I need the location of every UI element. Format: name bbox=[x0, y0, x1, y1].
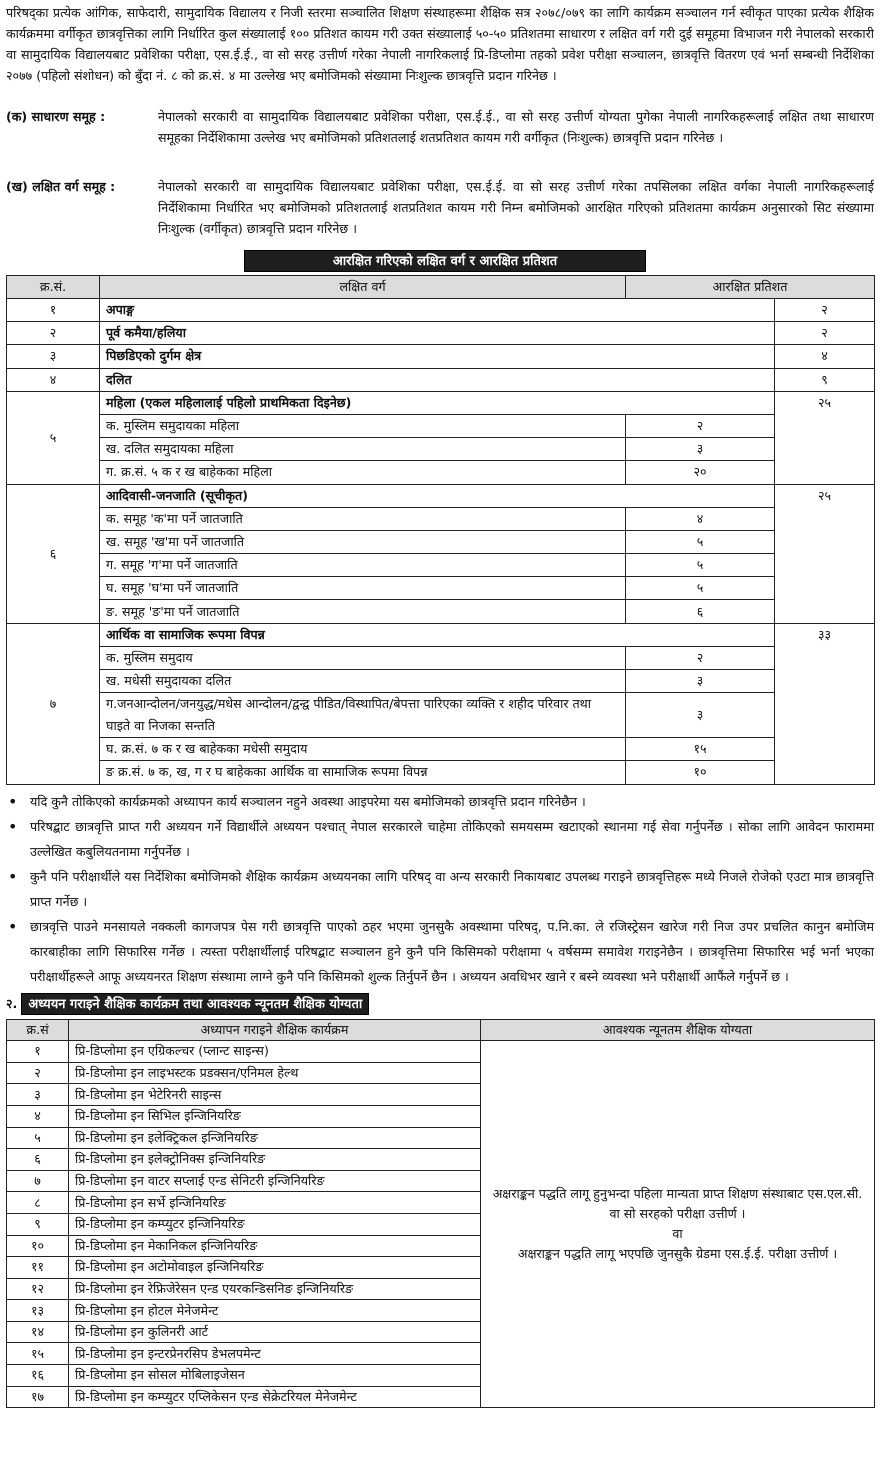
program-name: प्रि-डिप्लोमा इन भेटेरिनरी साइन्स bbox=[69, 1084, 481, 1106]
reservation-sub-row bbox=[7, 738, 875, 761]
reservation-group-row bbox=[7, 484, 875, 507]
sub-category: ङ क्र.सं. ७ क, ख, ग र घ बाहेकका आर्थिक वा सामाजिक रूपमा विपन्न bbox=[100, 761, 626, 784]
sub-category: ख. दलित समुदायका महिला bbox=[100, 438, 626, 461]
note-item: • यदि कुनै तोकिएको कार्यक्रमको अध्यापन कार्य सञ्चालन नहुने अवस्था आइपरेमा यस बमोजिमको छात्रवृत्ति प्रदान गरिनेछैन । bbox=[6, 789, 874, 814]
program-sn: १७ bbox=[7, 1386, 69, 1408]
sub-category: घ. क्र.सं. ७ क र ख बाहेकका मधेसी समुदाय bbox=[100, 738, 626, 761]
sub-percent: ४ bbox=[626, 507, 775, 530]
reservation-sub-row bbox=[7, 693, 875, 738]
targeted-group-text: नेपालको सरकारी वा सामुदायिक विद्यालयबाट प्रवेशिका परीक्षा, एस.ई.ई. वा सो सरह उत्तीर्ण गरेका तपसिलका लक्षित वर्गका नेपाली नागरिकहरूलाई निर्देशिकामा निर्धारित भए बमोजिमको प्रतिशतलाई शतप्रतिशत कायम गरी निम्न बमोजिमको आरक्षित गरिएको प्रतिशतमा कार्यक्रम अनुसारको सिट संख्यामा निःशुल्क (वर्गीकृत) छात्रवृत्ति प्रदान गरिनेछ । bbox=[158, 179, 874, 236]
program-name: प्रि-डिप्लोमा इन होटल मेनेजमेन्ट bbox=[69, 1300, 481, 1322]
header-qualification: आवश्यक न्यूनतम शैक्षिक योग्यता bbox=[481, 1019, 875, 1041]
row-percent: ९ bbox=[775, 368, 875, 391]
program-row bbox=[7, 1041, 875, 1063]
header-reserved-percent: आरक्षित प्रतिशत bbox=[626, 276, 875, 299]
program-sn: १६ bbox=[7, 1365, 69, 1387]
program-name: प्रि-डिप्लोमा इन कम्प्युटर इन्जिनियरिङ bbox=[69, 1213, 481, 1235]
header-program: अध्यापन गराइने शैक्षिक कार्यक्रम bbox=[69, 1019, 481, 1041]
row-percent: २५ bbox=[775, 484, 875, 623]
program-sn: ३ bbox=[7, 1084, 69, 1106]
qualification-cell bbox=[481, 1041, 875, 1408]
sub-category: ग. समूह 'ग'मा पर्ने जातजाति bbox=[100, 554, 626, 577]
reservation-table-body bbox=[7, 299, 875, 785]
program-name: प्रि-डिप्लोमा इन सर्भे इन्जिनियरिङ bbox=[69, 1192, 481, 1214]
row-sn: ५ bbox=[7, 391, 100, 484]
row-percent: २ bbox=[775, 322, 875, 345]
row-category: दलित bbox=[100, 368, 775, 391]
sub-percent: ३ bbox=[626, 438, 775, 461]
row-category: आर्थिक वा सामाजिक रूपमा विपन्न bbox=[100, 623, 775, 646]
reservation-sub-row bbox=[7, 577, 875, 600]
sub-category: ख. समूह 'ख'मा पर्ने जातजाति bbox=[100, 530, 626, 553]
sub-percent: १० bbox=[626, 761, 775, 784]
reservation-row bbox=[7, 368, 875, 391]
program-name: प्रि-डिप्लोमा इन इलेक्ट्रिकल इन्जिनियरिङ bbox=[69, 1127, 481, 1149]
header-sn: क्र.सं bbox=[7, 1019, 69, 1041]
program-name: प्रि-डिप्लोमा इन सिभिल इन्जिनियरिङ bbox=[69, 1105, 481, 1127]
sub-percent: ६ bbox=[626, 600, 775, 623]
program-sn: १ bbox=[7, 1041, 69, 1063]
sub-category: घ. समूह 'घ'मा पर्ने जातजाति bbox=[100, 577, 626, 600]
qualification-line1: अक्षराङ्कन पद्धति लागू हुनुभन्दा पहिला मान्यता प्राप्त शिक्षण संस्थाबाट एस.एल.सी. वा सो सरहको परीक्षा उत्तीर्ण । bbox=[492, 1186, 863, 1222]
note-item: • कुनै पनि परीक्षार्थीले यस निर्देशिका बमोजिमको शैक्षिक कार्यक्रम अध्ययनका लागि परिषद् वा अन्य सरकारी निकायबाट उपलब्ध गराइने छात्रवृत्तिहरू मध्ये निजले रोजेको एउटा मात्र छात्रवृत्ति प्राप्त गर्नेछ । bbox=[6, 864, 874, 914]
program-name: प्रि-डिप्लोमा इन कम्प्युटर एप्लिकेसन एन्ड सेक्रेटरियल मेनेजमेन्ट bbox=[69, 1386, 481, 1408]
reservation-sub-row bbox=[7, 461, 875, 484]
sub-percent: ५ bbox=[626, 530, 775, 553]
sub-percent: २ bbox=[626, 646, 775, 669]
sub-percent: २ bbox=[626, 414, 775, 437]
row-category: पिछडिएको दुर्गम क्षेत्र bbox=[100, 345, 775, 368]
program-sn: १४ bbox=[7, 1321, 69, 1343]
program-name: प्रि-डिप्लोमा इन एग्रिकल्चर (प्लान्ट साइन्स) bbox=[69, 1041, 481, 1063]
row-category: अपाङ्ग bbox=[100, 299, 775, 322]
program-sn: ८ bbox=[7, 1192, 69, 1214]
program-sn: १५ bbox=[7, 1343, 69, 1365]
sub-category: क. समूह 'क'मा पर्ने जातजाति bbox=[100, 507, 626, 530]
sub-category: क. मुस्लिम समुदायका महिला bbox=[100, 414, 626, 437]
programs-table bbox=[6, 1019, 875, 1409]
intro-paragraph: परिषद्का प्रत्येक आंगिक, साफेदारी, सामुदायिक विद्यालय र निजी स्तरमा सञ्चालित शिक्षण संस्थाहरूमा शैक्षिक सत्र २०७८/०७९ का लागि कार्यक्रम सञ्चालन गर्न स्वीकृत पाएका प्रत्येक शैक्षिक कार्यक्रममा वर्गीकृत छात्रवृत्तिका लागि निर्धारित कुल संख्यालाई १०० प्रतिशत कायम गरी उक्त संख्यालाई ५०-५० प्रतिशतमा साधारण र लक्षित वर्ग गरी दुई समूहमा विभाजन गरी नेपालको सरकारी वा सामुदायिक विद्यालयबाट प्रवेशिका परीक्षा, एस.ई.ई., वा सो सरह उत्तीर्ण गरेका नेपाली नागरिकलाई प्रि-डिप्लोमा तहको प्रवेश परीक्षा सञ्चालन, छात्रवृत्ति वितरण एवं भर्ना सम्बन्धी निर्देशिका २०७७ (पहिलो संशोधन) को बुँदा नं. ८ को क्र.सं. ४ मा उल्लेख भए बमोजिमको संख्यामा निःशुल्क छात्रवृत्ति प्रदान गरिनेछ । bbox=[6, 5, 874, 83]
sub-category: ग.जनआन्दोलन/जनयुद्ध/मधेस आन्दोलन/द्वन्द्व पीडित/विस्थापित/बेपत्ता पारिएका व्यक्ति र शहीद परिवार तथा घाइते वा निजका सन्तति bbox=[100, 693, 626, 738]
sub-percent: १५ bbox=[626, 738, 775, 761]
row-sn: ४ bbox=[7, 368, 100, 391]
program-sn: ६ bbox=[7, 1149, 69, 1171]
sub-category: क. मुस्लिम समुदाय bbox=[100, 646, 626, 669]
general-group-text: नेपालको सरकारी वा सामुदायिक विद्यालयबाट प्रवेशिका परीक्षा, एस.ई.ई., वा सो सरह उत्तीर्ण योग्यता पुगेका नेपाली नागरिकहरूलाई लक्षित तथा साधारण समूहका निर्देशिकामा उल्लेख भए बमोजिमको प्रतिशतलाई शतप्रतिशत कायम गरी वर्गीकृत (निःशुल्क) छात्रवृत्ति प्रदान गरिनेछ । bbox=[158, 109, 874, 145]
section2-heading bbox=[6, 993, 874, 1015]
row-category: पूर्व कमैया/हलिया bbox=[100, 322, 775, 345]
program-name: प्रि-डिप्लोमा इन कुलिनरी आर्ट bbox=[69, 1321, 481, 1343]
reservation-sub-row bbox=[7, 530, 875, 553]
section2-title: अध्ययन गराइने शैक्षिक कार्यक्रम तथा आवश्यक न्यूनतम शैक्षिक योग्यता bbox=[21, 993, 369, 1015]
sub-percent: ३ bbox=[626, 670, 775, 693]
program-sn: ९ bbox=[7, 1213, 69, 1235]
reservation-row bbox=[7, 345, 875, 368]
sub-percent: ३ bbox=[626, 693, 775, 738]
reservation-sub-row bbox=[7, 761, 875, 784]
targeted-group-heading: (ख) लक्षित वर्ग समूह : bbox=[6, 179, 116, 194]
program-sn: २ bbox=[7, 1062, 69, 1084]
row-sn: ६ bbox=[7, 484, 100, 623]
reservation-sub-row bbox=[7, 670, 875, 693]
qualification-or: वा bbox=[672, 1226, 683, 1242]
program-name: प्रि-डिप्लोमा इन इलेक्ट्रोनिक्स इन्जिनियरिङ bbox=[69, 1149, 481, 1171]
sub-category: ग. क्र.सं. ५ क र ख बाहेकका महिला bbox=[100, 461, 626, 484]
reservation-table bbox=[6, 275, 875, 785]
reservation-sub-row bbox=[7, 438, 875, 461]
program-sn: ११ bbox=[7, 1257, 69, 1279]
reservation-sub-row bbox=[7, 507, 875, 530]
reservation-group-row bbox=[7, 623, 875, 646]
program-sn: १३ bbox=[7, 1300, 69, 1322]
programs-table-body bbox=[7, 1041, 875, 1408]
program-name: प्रि-डिप्लोमा इन मेकानिकल इन्जिनियरिङ bbox=[69, 1235, 481, 1257]
sub-category: ङ. समूह 'ङ'मा पर्ने जातजाति bbox=[100, 600, 626, 623]
reservation-sub-row bbox=[7, 646, 875, 669]
qualification-line2: अक्षराङ्कन पद्धति लागू भएपछि जुनसुकै ग्रेडमा एस.ई.ई. परीक्षा उत्तीर्ण । bbox=[517, 1246, 838, 1262]
row-category: आदिवासी-जनजाति (सूचीकृत) bbox=[100, 484, 775, 507]
reservation-row bbox=[7, 322, 875, 345]
row-sn: २ bbox=[7, 322, 100, 345]
reservation-table-header bbox=[7, 276, 875, 299]
sub-percent: ५ bbox=[626, 554, 775, 577]
programs-table-header bbox=[7, 1019, 875, 1041]
program-name: प्रि-डिप्लोमा इन रेफ्रिजेरेसन एन्ड एयरकन्डिसनिङ इन्जिनियरिङ bbox=[69, 1278, 481, 1300]
program-name: प्रि-डिप्लोमा इन इन्टरप्रेनरसिप डेभलपमेन्ट bbox=[69, 1343, 481, 1365]
program-sn: १२ bbox=[7, 1278, 69, 1300]
note-item: • परिषद्बाट छात्रवृत्ति प्राप्त गरी अध्ययन गर्ने विद्यार्थीले अध्ययन पश्चात् नेपाल सरकारले चाहेमा तोकिएको समयसम्म खटाएको स्थानमा गई सेवा गर्नुपर्नेछ । सोका लागि आवेदन फाराममा उल्लेखित कबुलियतनामा गर्नुपर्नेछ । bbox=[6, 814, 874, 864]
row-percent: ३३ bbox=[775, 623, 875, 784]
reservation-row bbox=[7, 299, 875, 322]
program-name: प्रि-डिप्लोमा इन वाटर सप्लाई एन्ड सेनिटरी इन्जिनियरिङ bbox=[69, 1170, 481, 1192]
reservation-sub-row bbox=[7, 414, 875, 437]
program-name: प्रि-डिप्लोमा इन लाइभस्टक प्रडक्सन/एनिमल हेल्थ bbox=[69, 1062, 481, 1084]
program-sn: ४ bbox=[7, 1105, 69, 1127]
row-percent: २ bbox=[775, 299, 875, 322]
notes-list bbox=[6, 789, 874, 989]
header-sn: क्र.सं. bbox=[7, 276, 100, 299]
note-item: • छात्रवृत्ति पाउने मनसायले नक्कली कागजपत्र पेस गरी छात्रवृत्ति पाएको ठहर भएमा जुनसुकै अवस्थामा परिषद्, प.नि.का. ले रजिस्ट्रेसन खारेज गरी निज उपर प्रचलित कानुन बमोजिम कारबाहीका लागि सिफारिस गर्नेछ । त्यस्ता परीक्षार्थीलाई परिषद्बाट सञ्चालन हुने कुनै पनि किसिमको परीक्षामा ५ वर्षसम्म समावेश गराइनेछैन । छात्रवृत्तिमा सिफारिस भई भर्ना भएका परीक्षार्थीहरूले आफू अध्ययनरत शिक्षण संस्थामा लाग्ने कुनै पनि किसिमको शुल्क तिर्नुपर्ने छैन । अध्ययन अवधिभर खाने र बस्ने व्यवस्था भने परीक्षार्थी आफैंले गर्नुपर्ने छ । bbox=[6, 914, 874, 989]
sub-percent: ५ bbox=[626, 577, 775, 600]
reservation-table-title: आरक्षित गरिएको लक्षित वर्ग र आरक्षित प्रतिशत bbox=[244, 250, 646, 272]
row-sn: ७ bbox=[7, 623, 100, 784]
sub-percent: २० bbox=[626, 461, 775, 484]
program-name: प्रि-डिप्लोमा इन सोसल मोबिलाइजेसन bbox=[69, 1365, 481, 1387]
reservation-sub-row bbox=[7, 554, 875, 577]
header-target-group: लक्षित वर्ग bbox=[100, 276, 626, 299]
general-group bbox=[6, 106, 874, 176]
row-category: महिला (एकल महिलालाई पहिलो प्राथमिकता दिइनेछ) bbox=[100, 391, 775, 414]
targeted-group bbox=[6, 176, 874, 246]
row-sn: १ bbox=[7, 299, 100, 322]
row-percent: २५ bbox=[775, 391, 875, 484]
program-sn: ५ bbox=[7, 1127, 69, 1149]
program-sn: १० bbox=[7, 1235, 69, 1257]
section2-number: २. bbox=[6, 996, 18, 1012]
general-group-heading: (क) साधारण समूह : bbox=[6, 109, 106, 124]
reservation-sub-row bbox=[7, 600, 875, 623]
row-sn: ३ bbox=[7, 345, 100, 368]
sub-category: ख. मधेसी समुदायका दलित bbox=[100, 670, 626, 693]
reservation-group-row bbox=[7, 391, 875, 414]
program-sn: ७ bbox=[7, 1170, 69, 1192]
program-name: प्रि-डिप्लोमा इन अटोमोवाइल इन्जिनियरिङ bbox=[69, 1257, 481, 1279]
row-percent: ४ bbox=[775, 345, 875, 368]
